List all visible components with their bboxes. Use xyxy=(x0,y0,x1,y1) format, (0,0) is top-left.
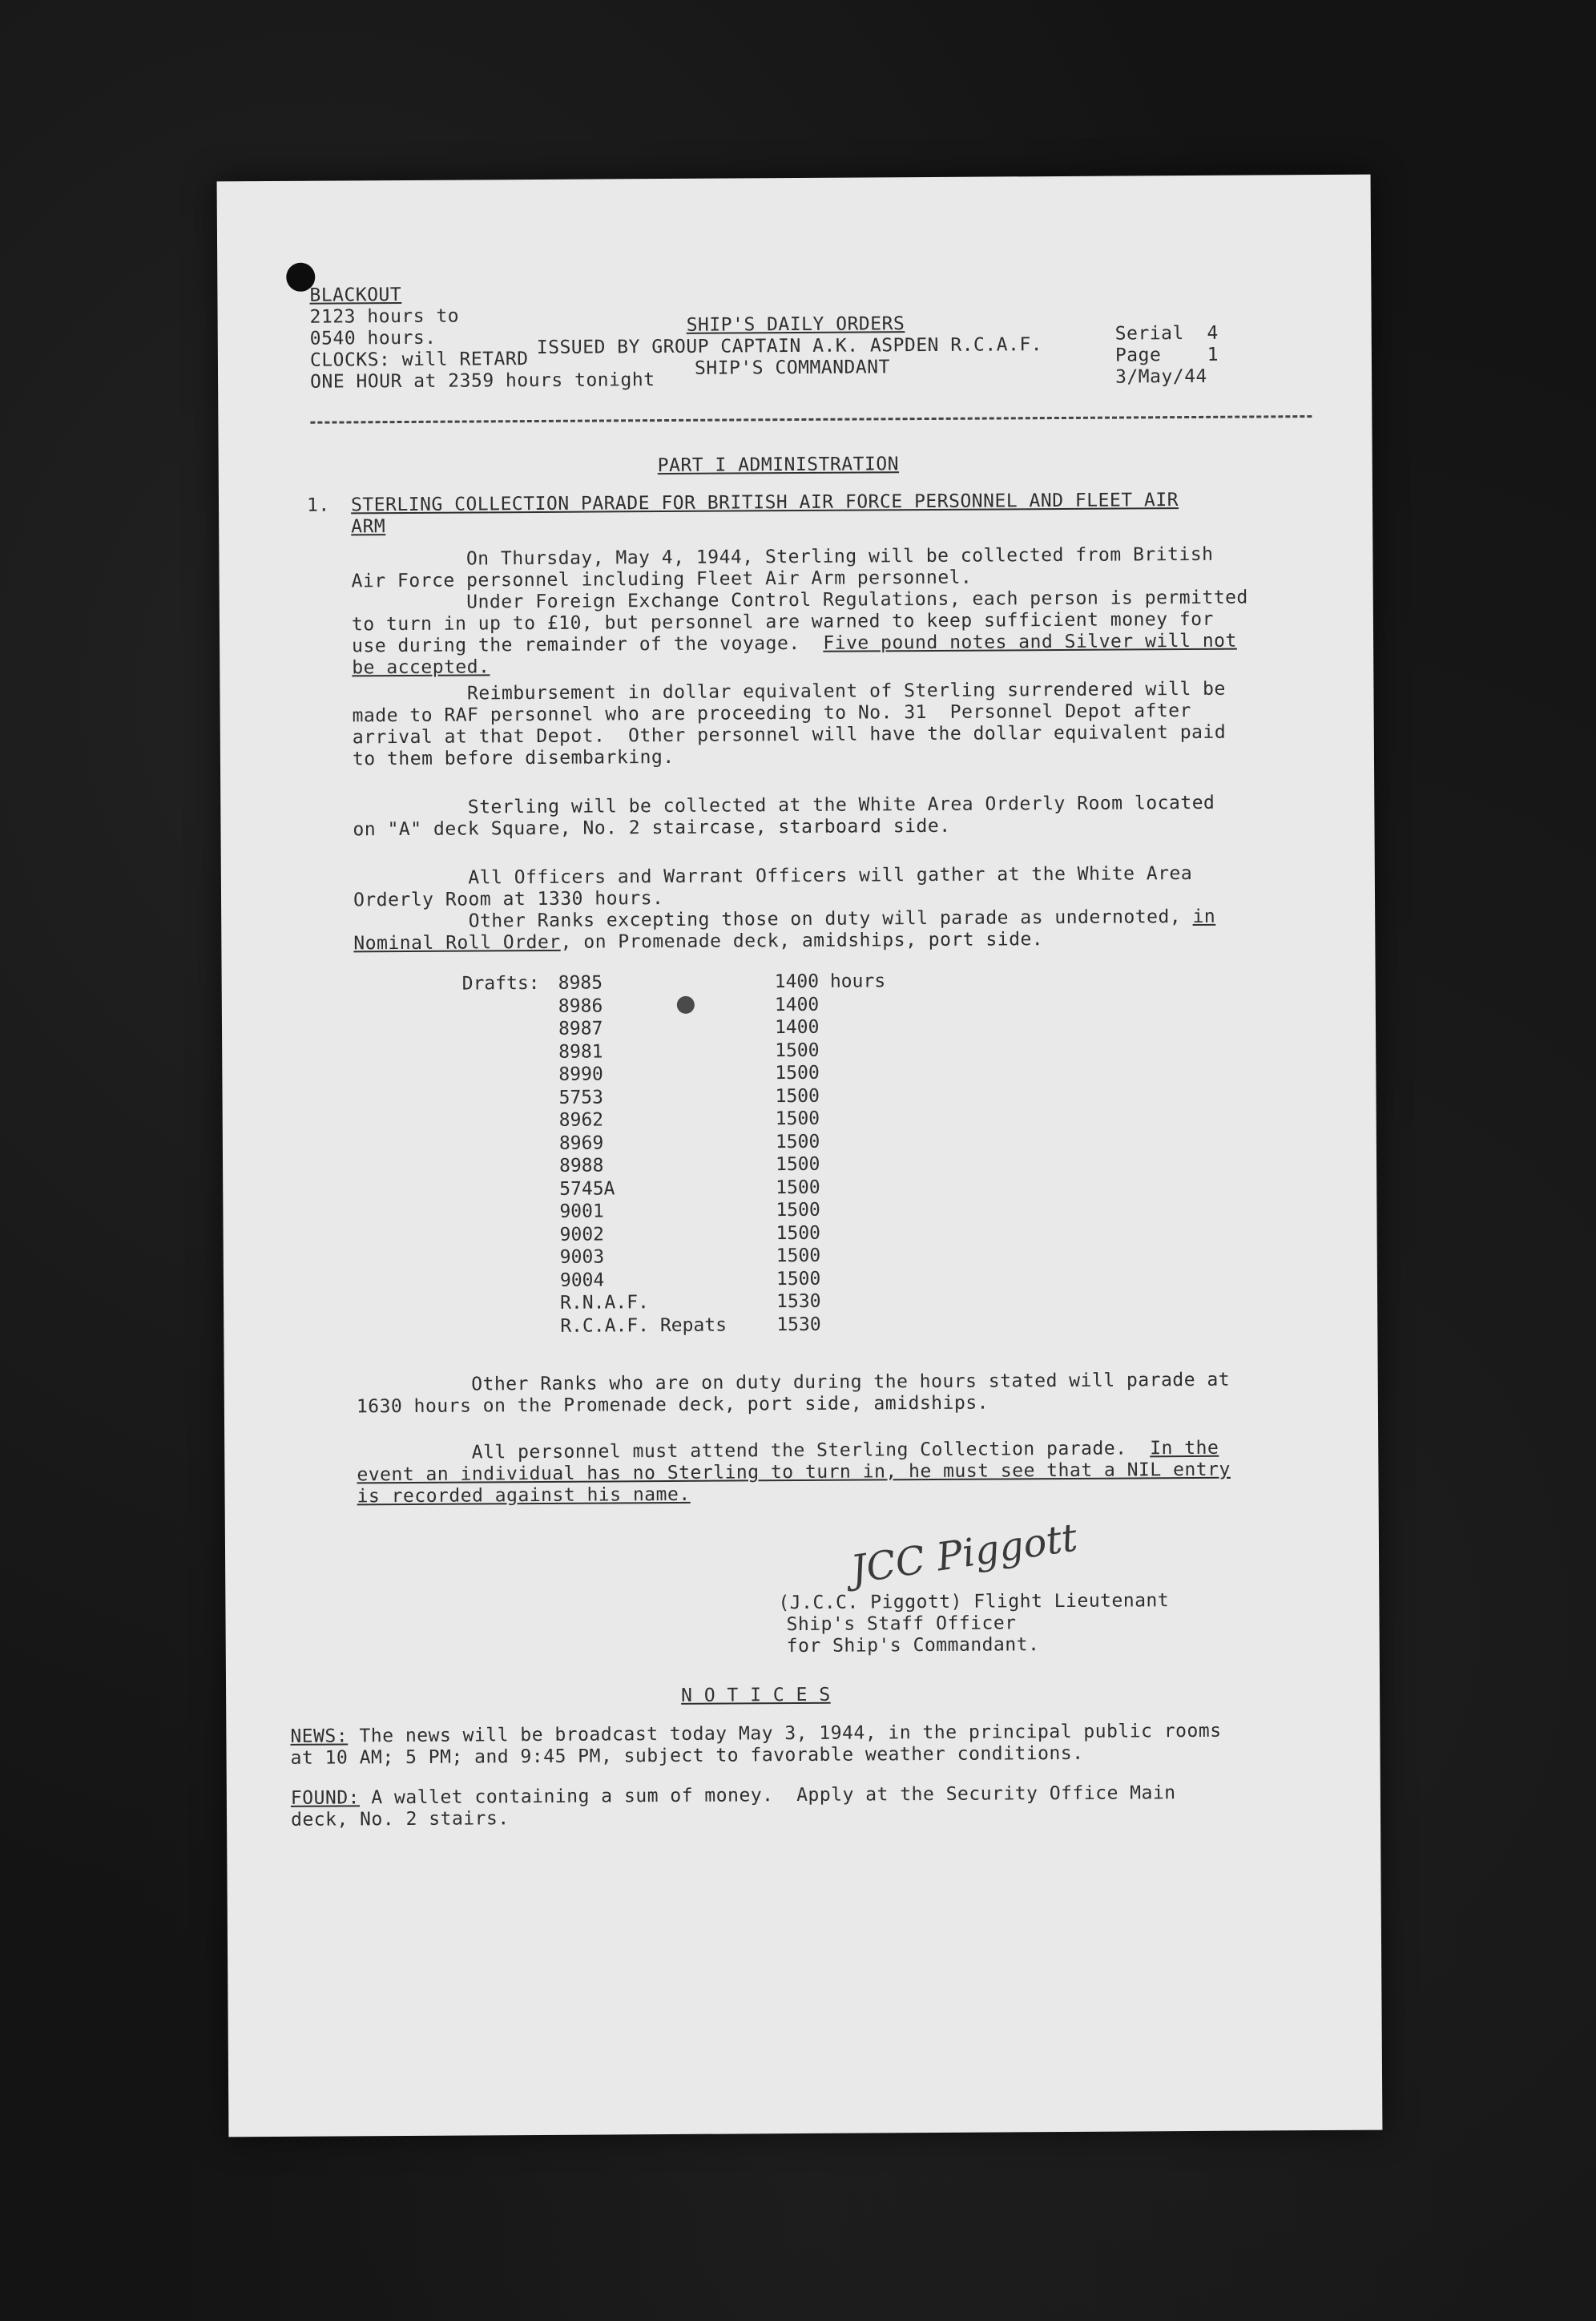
draft-number: 8981 xyxy=(558,1040,603,1063)
drafts-label xyxy=(464,1315,560,1316)
draft-time: 1500 xyxy=(775,1131,820,1152)
draft-time: 1500 xyxy=(776,1222,821,1244)
blackout-end: 0540 hours. xyxy=(309,327,437,349)
draft-time: 1500 xyxy=(775,1062,820,1084)
drafts-label xyxy=(462,1064,558,1065)
draft-time: 1400 xyxy=(774,1016,820,1039)
paragraph-3: to them before disembarking. xyxy=(352,746,675,770)
blackout-label: BLACKOUT xyxy=(309,285,402,306)
document-page xyxy=(217,175,1383,2137)
draft-time: 1500 xyxy=(776,1245,821,1267)
found-notice-cont: deck, No. 2 stairs. xyxy=(290,1808,510,1831)
paragraph-3: made to RAF personnel who are proceeding to No. 31 Personnel Depot after xyxy=(352,700,1192,727)
drafts-label xyxy=(462,995,558,996)
signature-name: (J.C.C. Piggott) Flight Lieutenant xyxy=(778,1590,1170,1614)
paragraph-1: On Thursday, May 4, 1944, Sterling will be collected from British xyxy=(351,543,1214,571)
serial-number: Serial 4 xyxy=(1114,322,1219,345)
draft-number: 8962 xyxy=(558,1109,604,1131)
signature-role: for Ship's Commandant. xyxy=(786,1634,1040,1657)
orders-title: SHIP'S DAILY ORDERS xyxy=(686,313,905,336)
draft-time: 1500 xyxy=(776,1268,821,1290)
drafts-label xyxy=(463,1178,559,1179)
draft-time: 1500 xyxy=(775,1153,820,1176)
paragraph-6-text: Other Ranks excepting those on duty will parade as undernoted, xyxy=(353,906,1193,933)
paragraph-2: to turn in up to £10, but personnel are warned to keep sufficient money for xyxy=(351,608,1215,636)
part-title: PART I ADMINISTRATION xyxy=(657,454,900,477)
news-text: The news will be broadcast today May 3, 1944, in the principal public rooms xyxy=(348,1720,1222,1747)
paragraph-5: All Officers and Warrant Officers will gather at the White Area xyxy=(353,862,1193,890)
issued-by: ISSUED BY GROUP CAPTAIN A.K. ASPDEN R.C.A.F. xyxy=(536,334,1043,358)
paragraph-2 xyxy=(352,631,1237,658)
draft-time: 1530 xyxy=(776,1314,821,1335)
paragraph-6-emphasis: Nominal Roll Order xyxy=(353,931,561,955)
paragraph-6 xyxy=(353,906,1215,934)
paragraph-5: Orderly Room at 1330 hours. xyxy=(353,888,664,911)
draft-number: R.C.A.F. Repats xyxy=(560,1314,727,1337)
paragraph-6-text: , on Promenade deck, amidships, port side. xyxy=(560,929,1044,953)
news-label: NEWS: xyxy=(290,1726,349,1747)
draft-time: 1530 xyxy=(776,1290,821,1313)
drafts-label xyxy=(462,1087,558,1088)
paragraph-4: Sterling will be collected at the White Area Orderly Room located xyxy=(353,792,1215,819)
found-notice xyxy=(291,1782,1176,1810)
draft-number: 8990 xyxy=(558,1064,603,1085)
drafts-label xyxy=(463,1110,559,1111)
paragraph-8-emphasis: event an individual has no Sterling to turn in, he must see that a NIL entry xyxy=(357,1459,1231,1486)
draft-number: 5745A xyxy=(559,1177,615,1200)
found-label: FOUND: xyxy=(290,1787,361,1809)
drafts-label xyxy=(464,1224,560,1225)
drafts-table xyxy=(461,971,886,1339)
drafts-label xyxy=(464,1247,560,1248)
signature-title: Ship's Staff Officer xyxy=(786,1613,1017,1636)
blackout-start: 2123 hours to xyxy=(309,305,460,328)
paragraph-6-emphasis: in xyxy=(1192,906,1216,927)
draft-time: 1500 xyxy=(776,1199,820,1221)
draft-time: 1500 xyxy=(776,1177,820,1198)
draft-time: 1400 xyxy=(774,994,820,1015)
paragraph-8-emphasis: In the xyxy=(1150,1437,1219,1459)
draft-number: 9002 xyxy=(559,1223,605,1245)
draft-time: 1500 xyxy=(775,1085,820,1107)
found-text: A wallet containing a sum of money. Apply at the Security Office Main xyxy=(359,1782,1176,1809)
paragraph-3: Reimbursement in dollar equivalent of Sterling surrendered will be xyxy=(352,678,1226,705)
draft-number: 8986 xyxy=(558,995,603,1017)
paragraph-7: 1630 hours on the Promenade deck, port side, amidships. xyxy=(356,1392,989,1418)
paragraph-3: arrival at that Depot. Other personnel will have the dollar equivalent paid xyxy=(352,721,1227,749)
paragraph-2: Under Foreign Exchange Control Regulations, each person is permitted xyxy=(351,587,1248,614)
drafts-label xyxy=(464,1269,560,1270)
order-date: 3/May/44 xyxy=(1114,365,1207,388)
drafts-label xyxy=(462,1041,558,1042)
commandant-role: SHIP'S COMMANDANT xyxy=(694,357,890,379)
draft-number: R.N.A.F. xyxy=(560,1292,649,1314)
paragraph-7: Other Ranks who are on duty during the hours stated will parade at xyxy=(356,1369,1231,1396)
paragraph-6 xyxy=(353,929,1043,955)
item-heading-cont: ARM xyxy=(351,516,386,538)
draft-number: 9003 xyxy=(559,1246,605,1268)
header-divider xyxy=(310,415,1312,424)
news-notice-cont: at 10 AM; 5 PM; and 9:45 PM, subject to favorable weather conditions. xyxy=(290,1742,1084,1769)
paragraph-2-text: use during the remainder of the voyage. xyxy=(352,632,824,657)
page-number: Page 1 xyxy=(1114,344,1219,366)
draft-number: 9001 xyxy=(559,1201,604,1222)
drafts-label xyxy=(464,1293,560,1294)
drafts-label: Drafts: xyxy=(461,972,540,995)
paragraph-2-emphasis: Five pound notes and Silver will not xyxy=(823,630,1237,654)
paragraph-8-text: All personnel must attend the Sterling Collection parade. xyxy=(357,1438,1151,1464)
draft-time: 1500 xyxy=(775,1108,820,1130)
paragraph-4: on "A" deck Square, No. 2 staircase, starboard side. xyxy=(353,815,951,841)
draft-time: 1400 hours xyxy=(774,971,886,993)
draft-number: 5753 xyxy=(558,1086,604,1108)
draft-number: 8969 xyxy=(558,1132,604,1154)
item-number: 1. xyxy=(306,494,330,516)
draft-number: 9004 xyxy=(559,1269,605,1291)
draft-number: 8987 xyxy=(558,1018,603,1039)
item-heading: STERLING COLLECTION PARADE FOR BRITISH AIR FORCE PERSONNEL AND FLEET AIR xyxy=(350,490,1179,516)
handwritten-signature: JCC Piggott xyxy=(848,1515,1081,1593)
clocks-notice: CLOCKS: will RETARD xyxy=(309,349,529,371)
drafts-label xyxy=(463,1132,559,1133)
paragraph-2-emphasis: be accepted. xyxy=(352,656,490,679)
draft-number: 8985 xyxy=(558,972,603,994)
clocks-detail: ONE HOUR at 2359 hours tonight xyxy=(310,369,655,393)
notices-title: N O T I C E S xyxy=(681,1684,831,1706)
draft-time: 1500 xyxy=(775,1039,820,1061)
paragraph-8-emphasis: is recorded against his name. xyxy=(357,1483,691,1508)
draft-number: 8988 xyxy=(558,1155,604,1177)
paragraph-1: Air Force personnel including Fleet Air Arm personnel. xyxy=(351,567,973,592)
ink-speck xyxy=(677,996,695,1014)
drafts-label xyxy=(463,1201,559,1202)
